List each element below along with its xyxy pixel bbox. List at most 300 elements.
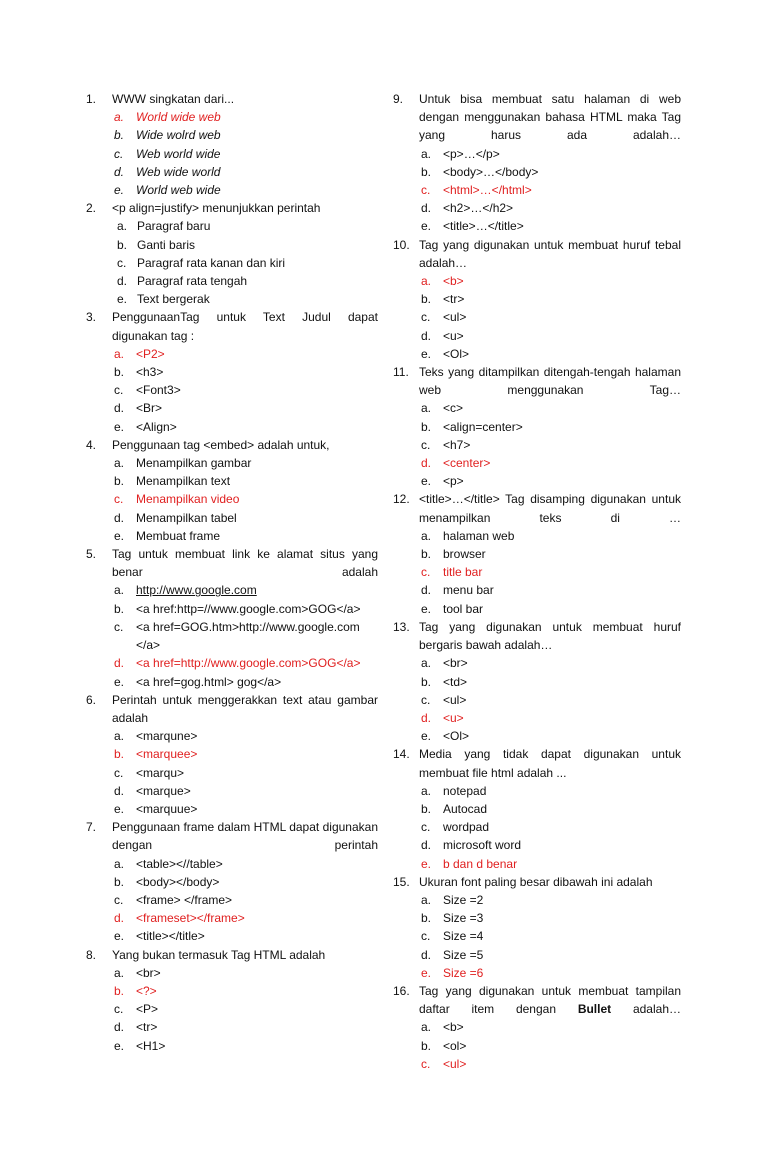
question-text: WWW singkatan dari... — [112, 92, 235, 106]
question-text-bold: Bullet — [577, 1002, 612, 1017]
question-number: 14. — [393, 747, 410, 762]
option-letter: d. — [421, 947, 432, 962]
question-body — [419, 90, 681, 236]
option-text: browser — [443, 547, 486, 562]
option-letter: b. — [421, 674, 432, 689]
option-text: <p>…</p> — [443, 146, 500, 161]
option-text: halaman web — [443, 528, 515, 543]
answer-option — [112, 527, 378, 545]
option-text: <P2> — [136, 346, 165, 361]
question-text: Untuk bisa membuat satu halaman di web dengan menggunakan bahasa HTML maka Tag yang harus ada adalah… — [419, 92, 681, 143]
option-text: <P> — [136, 1002, 159, 1017]
question-item — [86, 545, 378, 691]
option-letter: c. — [421, 310, 431, 325]
option-text: <tr> — [136, 1020, 158, 1035]
answer-option — [112, 782, 378, 800]
question-text: <title>…</title> Tag disamping digunakan untuk menampilkan teks di … — [419, 492, 681, 525]
option-letter: c. — [421, 437, 431, 452]
question-body — [112, 308, 378, 435]
question-text-part: adalah… — [611, 1002, 681, 1017]
option-text: Wide wolrd web — [136, 128, 221, 143]
option-text: Ganti baris — [137, 237, 196, 252]
option-text: <u> — [443, 710, 464, 725]
answer-option — [419, 891, 681, 909]
option-text: <b> — [443, 274, 464, 289]
question-text: <p align=justify> menunjukkan perintah — [112, 201, 321, 216]
option-text: <ul> — [443, 692, 467, 707]
option-letter: e. — [421, 965, 432, 980]
option-text: <Ol> — [443, 729, 470, 744]
question-text: Tag untuk membuat link ke alamat situs yang benar adalah — [112, 547, 378, 580]
answer-option — [112, 982, 378, 1000]
question-number: 2. — [86, 201, 97, 216]
option-letter: d. — [421, 201, 432, 216]
answer-option — [419, 563, 681, 581]
answer-option — [112, 490, 378, 508]
option-text: <b> — [443, 1020, 464, 1035]
question-body — [419, 236, 681, 363]
option-letter: a. — [117, 219, 128, 234]
question-item — [393, 982, 681, 1073]
option-letter: b. — [421, 801, 432, 816]
option-letter: c. — [421, 929, 431, 944]
right-column — [393, 90, 681, 1073]
option-text: <Br> — [136, 401, 163, 416]
question-body — [419, 363, 681, 490]
option-text: <h2>…</h2> — [443, 201, 514, 216]
option-letter: c. — [114, 1002, 124, 1017]
question-number: 1. — [86, 92, 97, 106]
option-text: Paragraf rata kanan dan kiri — [137, 255, 286, 270]
question-text: Ukuran font paling besar dibawah ini adalah — [419, 874, 653, 889]
option-letter: a. — [421, 783, 432, 798]
answer-option — [419, 836, 681, 854]
option-letter: a. — [114, 110, 125, 125]
answer-option — [112, 345, 378, 363]
option-letter: b. — [114, 874, 125, 889]
option-text: <br> — [443, 656, 468, 671]
option-letter: a. — [421, 401, 432, 416]
option-letter: d. — [114, 510, 125, 525]
question-body — [112, 199, 378, 308]
question-text: Yang bukan termasuk Tag HTML adalah — [112, 947, 326, 962]
answer-option — [419, 145, 681, 163]
answer-option — [112, 1000, 378, 1018]
option-text: b dan d benar — [443, 856, 518, 871]
answer-option — [419, 327, 681, 345]
answer-option — [419, 691, 681, 709]
option-letter: b. — [421, 292, 432, 307]
option-text: tool bar — [443, 601, 484, 616]
option-letter: a. — [114, 965, 125, 980]
answer-option — [419, 527, 681, 545]
option-text: World wide web — [136, 110, 221, 125]
option-letter: e. — [421, 601, 432, 616]
question-number: 12. — [393, 492, 410, 507]
question-body — [112, 691, 378, 818]
option-text: <table><//table> — [136, 856, 223, 871]
option-text: <center> — [443, 456, 491, 471]
answer-option — [419, 654, 681, 672]
option-letter: b. — [114, 601, 125, 616]
answer-option — [112, 654, 378, 672]
option-text: Size =6 — [443, 965, 484, 980]
option-text: Autocad — [443, 801, 488, 816]
option-text: <a href:http=//www.google.com>GOG</a> — [136, 601, 361, 616]
left-column — [86, 90, 378, 1055]
answer-option — [419, 418, 681, 436]
option-letter: e. — [421, 346, 432, 361]
question-number: 6. — [86, 692, 97, 707]
option-text: microsoft word — [443, 838, 522, 853]
option-letter: c. — [114, 492, 124, 507]
answer-option — [112, 600, 378, 618]
option-text: <tr> — [443, 292, 465, 307]
option-letter: a. — [421, 656, 432, 671]
option-text: <Ol> — [443, 346, 470, 361]
option-text: <br> — [136, 965, 161, 980]
question-body — [419, 982, 681, 1073]
option-letter: b. — [114, 128, 125, 143]
option-text: <Align> — [136, 419, 177, 434]
question-text: Penggunaan tag <embed> adalah untuk, — [112, 437, 330, 452]
question-body — [419, 490, 681, 617]
option-text: Menampilkan gambar — [136, 456, 252, 471]
question-item — [393, 236, 681, 363]
question-item — [86, 308, 378, 435]
answer-option — [419, 709, 681, 727]
answer-option — [419, 673, 681, 691]
option-letter: e. — [421, 474, 432, 489]
option-letter: b. — [114, 983, 125, 998]
answer-option — [419, 855, 681, 873]
option-letter: b. — [421, 911, 432, 926]
question-text: Teks yang ditampilkan ditengah-tengah halaman web menggunakan Tag… — [419, 365, 681, 398]
option-text: <h3> — [136, 365, 164, 380]
option-letter: d. — [114, 911, 125, 926]
answer-option — [112, 909, 378, 927]
option-letter: b. — [114, 474, 125, 489]
answer-option — [112, 891, 378, 909]
option-letter: c. — [114, 619, 124, 634]
option-text: <u> — [443, 328, 464, 343]
option-letter: c. — [114, 146, 124, 161]
option-text: menu bar — [443, 583, 494, 598]
answer-option — [112, 126, 378, 144]
answer-option — [419, 964, 681, 982]
answer-option — [419, 927, 681, 945]
question-number: 5. — [86, 547, 97, 562]
option-text: <marqune> — [136, 729, 198, 744]
option-text: <td> — [443, 674, 468, 689]
answer-option — [112, 1037, 378, 1055]
answer-option — [112, 418, 378, 436]
option-letter: b. — [421, 419, 432, 434]
option-letter: c. — [114, 765, 124, 780]
answer-option — [419, 909, 681, 927]
answer-option — [112, 964, 378, 982]
option-letter: a. — [421, 528, 432, 543]
answer-option — [112, 745, 378, 763]
answer-option — [419, 1018, 681, 1036]
answer-option — [419, 727, 681, 745]
option-letter: c. — [421, 183, 431, 198]
option-letter: a. — [421, 892, 432, 907]
option-text: <marquue> — [136, 801, 198, 816]
option-text: notepad — [443, 783, 487, 798]
question-number: 3. — [86, 310, 97, 325]
question-item — [393, 90, 681, 236]
option-letter: b. — [114, 747, 125, 762]
answer-option — [419, 818, 681, 836]
option-letter: b. — [421, 164, 432, 179]
option-letter: d. — [114, 783, 125, 798]
answer-option — [112, 181, 378, 199]
question-item — [86, 946, 378, 1055]
option-text: <a href=GOG.htm>http://www.google.com </a> — [136, 619, 360, 653]
option-letter: d. — [114, 1020, 125, 1035]
option-letter: a. — [114, 729, 125, 744]
answer-option — [112, 1018, 378, 1036]
question-number: 10. — [393, 237, 410, 252]
question-text: Media yang tidak dapat digunakan untuk membuat file html adalah ... — [419, 747, 681, 780]
option-letter: c. — [421, 1056, 431, 1071]
answer-option — [419, 472, 681, 490]
answer-option — [419, 199, 681, 217]
option-text: Size =5 — [443, 947, 484, 962]
option-letter: e. — [114, 183, 125, 198]
option-text: Size =4 — [443, 929, 484, 944]
option-letter: c. — [114, 892, 124, 907]
question-item — [393, 363, 681, 490]
answer-option — [419, 946, 681, 964]
answer-option — [419, 800, 681, 818]
option-text: <ol> — [443, 1038, 467, 1053]
option-letter: e. — [421, 219, 432, 234]
answer-option — [112, 581, 378, 599]
answer-option — [112, 673, 378, 691]
answer-option — [112, 236, 378, 254]
question-item — [86, 90, 378, 199]
option-text: <frame> </frame> — [136, 892, 233, 907]
option-text: Menampilkan text — [136, 474, 231, 489]
option-letter: e. — [421, 856, 432, 871]
option-letter: e. — [114, 1038, 125, 1053]
answer-option — [419, 1037, 681, 1055]
question-item — [393, 490, 681, 617]
option-text: Membuat frame — [136, 528, 221, 543]
option-text: Menampilkan tabel — [136, 510, 237, 525]
option-text: <body>…</body> — [443, 164, 539, 179]
answer-option — [112, 618, 378, 654]
answer-option — [112, 927, 378, 945]
question-number: 4. — [86, 437, 97, 452]
option-letter: a. — [114, 456, 125, 471]
question-number: 7. — [86, 820, 97, 835]
question-item — [393, 873, 681, 982]
answer-option — [419, 272, 681, 290]
option-letter: a. — [421, 146, 432, 161]
option-text: <html>…</html> — [443, 183, 532, 198]
question-text — [419, 982, 681, 1018]
option-text: wordpad — [443, 820, 490, 835]
question-number: 8. — [86, 947, 97, 962]
option-letter: b. — [421, 1038, 432, 1053]
question-item — [86, 199, 378, 308]
question-body — [112, 436, 378, 545]
answer-option — [419, 600, 681, 618]
option-text: http://www.google.com — [136, 583, 257, 598]
answer-option — [112, 764, 378, 782]
option-letter: d. — [421, 838, 432, 853]
option-letter: d. — [421, 710, 432, 725]
option-letter: c. — [421, 565, 431, 580]
option-letter: c. — [114, 383, 124, 398]
answer-option — [419, 308, 681, 326]
option-letter: e. — [114, 929, 125, 944]
answer-option — [112, 454, 378, 472]
question-body — [112, 545, 378, 691]
question-body — [419, 873, 681, 982]
option-text: World web wide — [136, 183, 221, 198]
answer-option — [112, 363, 378, 381]
question-body — [112, 818, 378, 945]
option-text: Paragraf rata tengah — [137, 274, 248, 289]
answer-option — [112, 381, 378, 399]
option-text: <a href=gog.html> gog</a> — [136, 674, 282, 689]
option-letter: c. — [117, 255, 127, 270]
answer-option — [112, 800, 378, 818]
question-number: 16. — [393, 983, 410, 998]
answer-option — [112, 399, 378, 417]
question-item — [393, 745, 681, 872]
answer-option — [112, 272, 378, 290]
option-letter: d. — [114, 164, 125, 179]
answer-option — [419, 436, 681, 454]
option-letter: e. — [114, 674, 125, 689]
option-letter: e. — [114, 528, 125, 543]
option-text: <Font3> — [136, 383, 181, 398]
option-letter: e. — [114, 801, 125, 816]
question-text: Tag yang digunakan untuk membuat huruf tebal adalah… — [419, 237, 681, 270]
answer-option — [112, 472, 378, 490]
option-text: <ul> — [443, 1056, 467, 1071]
option-letter: b. — [421, 547, 432, 562]
option-letter: a. — [114, 856, 125, 871]
question-number: 11. — [393, 365, 409, 380]
option-letter: b. — [114, 365, 125, 380]
question-text: PenggunaanTag untuk Text Judul dapat digunakan tag : — [112, 310, 378, 343]
question-item — [86, 818, 378, 945]
option-letter: d. — [114, 656, 125, 671]
question-text: Penggunaan frame dalam HTML dapat digunakan dengan perintah — [112, 820, 378, 853]
answer-option — [419, 782, 681, 800]
question-item — [393, 618, 681, 745]
option-letter: a. — [421, 1020, 432, 1035]
question-item — [86, 436, 378, 545]
option-text: Size =2 — [443, 892, 484, 907]
question-body — [419, 745, 681, 872]
answer-option — [112, 290, 378, 308]
option-text: <title></title> — [136, 929, 205, 944]
answer-option — [112, 727, 378, 745]
option-text: Web world wide — [136, 146, 221, 161]
option-text: Menampilkan video — [136, 492, 240, 507]
option-letter: e. — [117, 292, 128, 307]
question-body — [419, 618, 681, 745]
option-text: Text bergerak — [137, 292, 210, 307]
answer-option — [419, 163, 681, 181]
option-letter: d. — [421, 328, 432, 343]
answer-option — [112, 217, 378, 235]
option-text: Size =3 — [443, 911, 484, 926]
option-text: <body></body> — [136, 874, 220, 889]
answer-option — [419, 181, 681, 199]
option-letter: c. — [421, 820, 431, 835]
question-number: 13. — [393, 619, 410, 634]
option-letter: a. — [421, 274, 432, 289]
answer-option — [419, 217, 681, 235]
option-text: <H1> — [136, 1038, 166, 1053]
answer-option — [112, 108, 378, 126]
answer-option — [112, 163, 378, 181]
answer-option — [112, 873, 378, 891]
question-body — [112, 90, 378, 199]
question-number: 15. — [393, 874, 410, 889]
option-letter: a. — [114, 346, 125, 361]
option-text: <p> — [443, 474, 464, 489]
option-text: <c> — [443, 401, 464, 416]
option-text: <?> — [136, 983, 157, 998]
option-text: <marquee> — [136, 747, 198, 762]
option-text: Web wide world — [136, 164, 221, 179]
answer-option — [112, 509, 378, 527]
question-text: Perintah untuk menggerakkan text atau gambar adalah — [112, 692, 378, 725]
answer-option — [419, 581, 681, 599]
question-body — [112, 946, 378, 1055]
question-text: Tag yang digunakan untuk membuat huruf bergaris bawah adalah… — [419, 619, 681, 653]
option-text: <align=center> — [443, 419, 523, 434]
option-letter: b. — [117, 237, 128, 252]
question-text-part: Tag yang digunakan untuk membuat tampilan daftar item dengan — [419, 983, 681, 1017]
option-text: title bar — [443, 565, 483, 580]
option-text: Paragraf baru — [137, 219, 211, 234]
option-letter: e. — [114, 419, 125, 434]
answer-option — [419, 1055, 681, 1073]
answer-option — [419, 545, 681, 563]
answer-option — [419, 454, 681, 472]
option-text: <ul> — [443, 310, 467, 325]
option-letter: e. — [421, 729, 432, 744]
option-letter: c. — [421, 692, 431, 707]
option-text: <a href=http://www.google.com>GOG</a> — [136, 656, 361, 671]
option-text: <title>…</title> — [443, 219, 524, 234]
answer-option — [112, 855, 378, 873]
option-letter: a. — [114, 583, 125, 598]
answer-option — [419, 345, 681, 363]
answer-option — [112, 145, 378, 163]
question-item — [86, 691, 378, 818]
option-letter: d. — [421, 583, 432, 598]
option-text: <marqu> — [136, 765, 185, 780]
answer-option — [112, 254, 378, 272]
answer-option — [419, 399, 681, 417]
answer-option — [419, 290, 681, 308]
option-letter: d. — [114, 401, 125, 416]
option-text: <marque> — [136, 783, 191, 798]
option-text: <frameset></frame> — [136, 911, 245, 926]
question-number: 9. — [393, 92, 404, 106]
